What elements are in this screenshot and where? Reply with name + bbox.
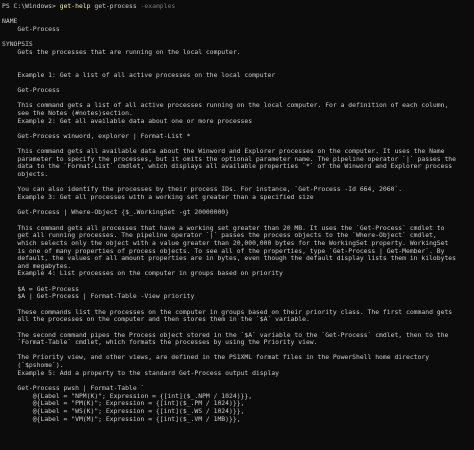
command-args: get-process [94,3,137,10]
output-line: $A = Get-Process [2,285,79,293]
prompt-line [2,3,474,11]
output-line [2,347,474,355]
output-line [2,324,474,332]
output-line: and megabytes. [2,262,72,270]
output-line: Get-Process [2,87,60,95]
output-line: data to the `Format-List` cmdlet, which displays all available properties `*` of the Winword and Explorer process [2,163,453,171]
output-line: Gets the processes that are running on the local computer. [2,48,241,56]
output-line [2,202,474,210]
output-line: This command gets all processes that have a working set greater than 20 MB. It uses the `Get-Process` cmdlet to [2,224,445,232]
output-line: get all running processes. The pipeline operator `|` passes the process objects to the `Where-Object` cmdlet, [2,232,437,240]
output-line: (`$pshome`). [2,362,64,370]
command-name: get-help [59,3,91,10]
output-line: This command gets a list of all active processes running on the local computer. For a definition of each column, [2,102,449,110]
output-line [2,64,474,72]
output-line [2,179,474,187]
output-line: Get-Process winword, explorer | Format-List * [2,132,191,140]
output-line: default, the values of all amount properties are in bytes, even though the default display lists them in kilobytes [2,255,457,263]
output-line [2,79,474,87]
output-line: SYNOPSIS [2,41,33,49]
output-line: is one of many properties of process objects. To see all of the properties, type `Get-Process | Get-Member`. By [2,247,445,255]
output-line [2,278,474,286]
output-line [2,377,474,385]
output-line: Example 1: Get a list of all active processes on the local computer [2,71,276,79]
output-line [2,34,474,42]
output-line: Get-Process [2,25,60,33]
output-line: @{Label = "WS(K)"; Expression = {[int]($_.WS / 1024)}}, [2,407,245,415]
output-line [2,141,474,149]
output-line: parameter to specify the processes, but it omits the optional parameter name. The pipeline operator `|` passes the [2,155,457,163]
output-line: NAME [2,18,18,26]
output-line [2,56,474,64]
output-line [2,217,474,225]
output-line: The Priority view, and other views, are defined in the PS1XML format files in the PowerShell home directory [2,354,430,362]
terminal-output [2,11,474,424]
output-line: The second command pipes the Process object stored in the `$A` variable to the `Get-Process` cmdlet, then to the [2,331,449,339]
output-line: Example 5: Add a property to the standard Get-Process output display [2,369,280,377]
output-line [2,11,474,19]
output-line: @{Label = "NPM(K)"; Expression = {[int]($_.NPM / 1024)}}, [2,392,253,400]
output-line: objects. [2,171,49,179]
output-line: This command gets all available data about the Winword and Explorer processes on the computer. It uses the Name [2,148,445,156]
command-flag: -examples [140,3,176,10]
output-line: These commands list the processes on the computer in groups based on their priority class. The first command gets [2,308,453,316]
output-line: see the Notes (#notes)section. [2,109,133,117]
output-line: @{Label = "VM(M)"; Expression = {[int]($_.VM / 1MB)}}, [2,415,241,423]
output-line: Example 2: Get all available data about one or more processes [2,117,253,125]
output-line: `Format-Table` cmdlet, which formats the processes by using the Priority view. [2,339,318,347]
output-line: which selects only the object with a value greater than 20,000,000 bytes for the WorkingSet property. WorkingSet [2,239,449,247]
output-line: You can also identify the processes by their process IDs. For instance, `Get-Process -Id 664, 2060`. [2,186,403,194]
output-line: $A | Get-Process | Format-Table -View priority [2,293,195,301]
output-line: Example 4: List processes on the computer in groups based on priority [2,270,283,278]
output-line: Get-Process pwsh | Format-Table ` [2,385,145,393]
prompt-path: PS C:\Windows> [2,3,56,10]
output-line [2,95,474,103]
output-line: all the processes on the computer and then stores them in the `$A` variable. [2,316,310,324]
output-line: @{Label = "PM(K)"; Expression = {[int]($_.PM / 1024)}}, [2,400,245,408]
output-line [2,301,474,309]
output-line [2,125,474,133]
output-line: Get-Process | Where-Object {$_.WorkingSet -gt 20000000} [2,209,230,217]
output-line: Example 3: Get all processes with a working set greater than a specified size [2,194,314,202]
